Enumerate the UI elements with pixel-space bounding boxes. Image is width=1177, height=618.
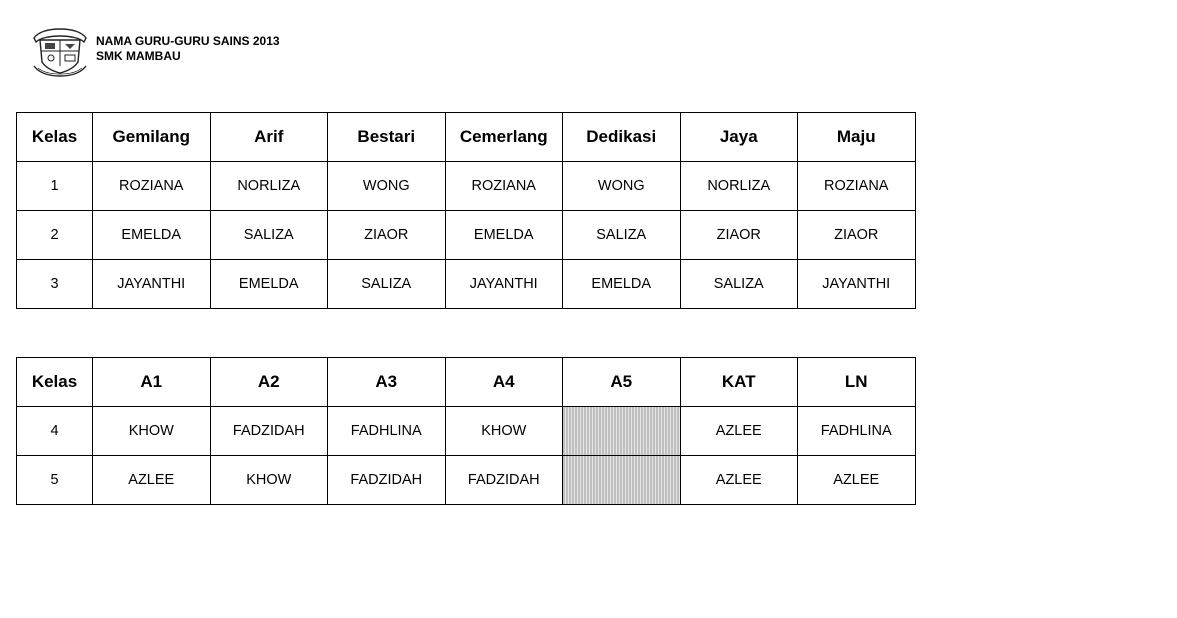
table-cell: EMELDA xyxy=(445,211,563,260)
school-name: SMK MAMBAU xyxy=(96,49,181,63)
column-header: Maju xyxy=(798,113,916,162)
column-header: A1 xyxy=(93,358,211,407)
table-cell: JAYANTHI xyxy=(798,260,916,309)
table-cell: ZIAOR xyxy=(680,211,798,260)
table-cell: AZLEE xyxy=(680,407,798,456)
table-cell: AZLEE xyxy=(798,456,916,505)
table-cell: JAYANTHI xyxy=(445,260,563,309)
table-cell: JAYANTHI xyxy=(93,260,211,309)
table-cell: FADHLINA xyxy=(328,407,446,456)
table-header-row xyxy=(17,358,916,407)
table-row xyxy=(17,407,916,456)
table-cell: SALIZA xyxy=(210,211,328,260)
table-cell: SALIZA xyxy=(680,260,798,309)
table-row xyxy=(17,260,916,309)
table-cell: FADHLINA xyxy=(798,407,916,456)
column-header: LN xyxy=(798,358,916,407)
teacher-table-upper-forms xyxy=(16,112,916,309)
column-header: Cemerlang xyxy=(445,113,563,162)
table-cell: SALIZA xyxy=(328,260,446,309)
column-header: A2 xyxy=(210,358,328,407)
table-cell: KHOW xyxy=(445,407,563,456)
table-cell: FADZIDAH xyxy=(210,407,328,456)
column-header: Arif xyxy=(210,113,328,162)
document-title: NAMA GURU-GURU SAINS 2013 xyxy=(96,34,280,48)
shaded-cell xyxy=(563,407,681,456)
table-cell: KHOW xyxy=(93,407,211,456)
shaded-cell xyxy=(563,456,681,505)
table-cell: EMELDA xyxy=(210,260,328,309)
column-header: KAT xyxy=(680,358,798,407)
column-header: A4 xyxy=(445,358,563,407)
column-header: Gemilang xyxy=(93,113,211,162)
column-header: Dedikasi xyxy=(563,113,681,162)
table-cell: ROZIANA xyxy=(93,162,211,211)
column-header: A5 xyxy=(563,358,681,407)
document-header xyxy=(96,34,280,64)
table-row xyxy=(17,211,916,260)
column-header: A3 xyxy=(328,358,446,407)
table-cell: WONG xyxy=(563,162,681,211)
table-row xyxy=(17,456,916,505)
table-cell: 5 xyxy=(17,456,93,505)
table-cell: 4 xyxy=(17,407,93,456)
table-cell: 1 xyxy=(17,162,93,211)
table-cell: KHOW xyxy=(210,456,328,505)
table-cell: WONG xyxy=(328,162,446,211)
column-header: Bestari xyxy=(328,113,446,162)
column-header: Kelas xyxy=(17,113,93,162)
table-cell: 2 xyxy=(17,211,93,260)
school-crest-icon xyxy=(30,26,90,78)
table-cell: ZIAOR xyxy=(328,211,446,260)
table-cell: ROZIANA xyxy=(798,162,916,211)
table-cell: AZLEE xyxy=(680,456,798,505)
table-cell: ROZIANA xyxy=(445,162,563,211)
table-cell: ZIAOR xyxy=(798,211,916,260)
table-cell: EMELDA xyxy=(93,211,211,260)
table-row xyxy=(17,162,916,211)
table-cell: FADZIDAH xyxy=(328,456,446,505)
table-cell: NORLIZA xyxy=(680,162,798,211)
table-cell: AZLEE xyxy=(93,456,211,505)
table-cell: SALIZA xyxy=(563,211,681,260)
table-cell: NORLIZA xyxy=(210,162,328,211)
table-cell: FADZIDAH xyxy=(445,456,563,505)
teacher-table-lower-forms xyxy=(16,357,916,505)
table-cell: EMELDA xyxy=(563,260,681,309)
table-header-row xyxy=(17,113,916,162)
column-header: Jaya xyxy=(680,113,798,162)
table-cell: 3 xyxy=(17,260,93,309)
column-header: Kelas xyxy=(17,358,93,407)
